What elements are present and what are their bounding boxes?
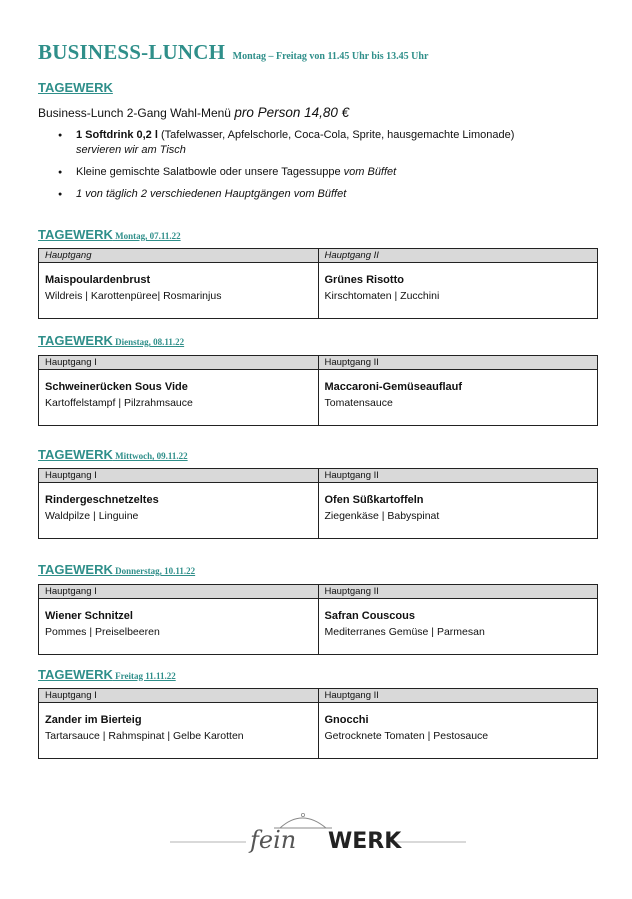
title-hours: Montag – Freitag von 11.45 Uhr bis 13.45 Uhr [232, 51, 429, 62]
list-item [58, 165, 598, 180]
main-course-note: 1 von täglich 2 verschiedenen Hauptgängen vom Büffet [76, 188, 347, 200]
day-date: Donnerstag, 10.11.22 [112, 566, 196, 576]
day-heading-thursday [38, 561, 195, 579]
day-label: TAGEWERK [38, 562, 113, 577]
col-header: Hauptgang I [39, 356, 319, 370]
col-header: Hauptgang I [39, 469, 319, 483]
table-row [39, 263, 598, 319]
offer-text: Business-Lunch 2-Gang Wahl-Menü [38, 106, 231, 120]
day-date: Freitag 11.11.22 [112, 671, 176, 681]
table-cell [39, 703, 319, 759]
day-date: Dienstag, 08.11.22 [112, 337, 185, 347]
offer-line [38, 105, 349, 120]
table-cell [318, 599, 598, 655]
drink-options: (Tafelwasser, Apfelschorle, Coca-Cola, Sprite, hausgemachte Limonade) [157, 129, 515, 141]
dish-name: Zander im Bierteig [45, 714, 142, 726]
menu-table-monday [38, 248, 598, 319]
table-cell [39, 263, 319, 319]
dish-sides: Tartarsauce | Rahmspinat | Gelbe Karotten [45, 730, 244, 742]
dish-name: Schweinerücken Sous Vide [45, 381, 188, 393]
day-heading-friday [38, 666, 176, 684]
col-header: Hauptgang II [318, 689, 598, 703]
day-heading-monday [38, 226, 181, 244]
dish-name: Wiener Schnitzel [45, 610, 133, 622]
dish-name: Maispoulardenbrust [45, 274, 151, 286]
cloche-knob [301, 813, 304, 816]
dish-sides: Pommes | Preiselbeeren [45, 626, 160, 638]
col-header: Hauptgang II [318, 356, 598, 370]
feinwerk-logo [170, 806, 466, 856]
day-heading-wednesday [38, 446, 188, 464]
day-date: Mittwoch, 09.11.22 [112, 451, 188, 461]
page-title [38, 40, 428, 65]
table-cell [39, 599, 319, 655]
logo-block-text: WERK [328, 829, 402, 854]
table-cell [318, 483, 598, 539]
section-heading: TAGEWERK [38, 80, 113, 95]
table-cell [318, 263, 598, 319]
menu-table-friday [38, 688, 598, 759]
table-cell [318, 703, 598, 759]
dish-sides: Wildreis | Karottenpüree| Rosmarinjus [45, 290, 222, 302]
dish-name: Safran Couscous [324, 610, 415, 622]
table-row [39, 703, 598, 759]
dish-sides: Tomatensauce [324, 397, 393, 409]
dish-name: Ofen Süßkartoffeln [324, 494, 424, 506]
offer-price: pro Person 14,80 € [234, 105, 350, 120]
dish-name: Maccaroni-Gemüseauflauf [324, 381, 463, 393]
col-header: Hauptgang [39, 249, 319, 263]
dish-sides: Waldpilze | Linguine [45, 510, 139, 522]
table-cell [318, 370, 598, 426]
list-item [58, 128, 598, 158]
col-header: Hauptgang I [39, 689, 319, 703]
table-row [39, 599, 598, 655]
col-header: Hauptgang I [39, 585, 319, 599]
dish-sides: Getrocknete Tomaten | Pestosauce [324, 730, 489, 742]
salad-note: vom Büffet [343, 166, 397, 178]
dish-name: Gnocchi [324, 714, 369, 726]
day-label: TAGEWERK [38, 227, 113, 242]
dish-sides: Ziegenkäse | Babyspinat [324, 510, 440, 522]
dish-sides: Kirschtomaten | Zucchini [324, 290, 440, 302]
day-heading-tuesday [38, 332, 184, 350]
logo-script-text: fein [250, 826, 297, 854]
day-label: TAGEWERK [38, 333, 113, 348]
menu-table-thursday [38, 584, 598, 655]
drink-bold: 1 Softdrink 0,2 l [76, 129, 158, 141]
day-label: TAGEWERK [38, 667, 113, 682]
dish-sides: Kartoffelstampf | Pilzrahmsauce [45, 397, 193, 409]
table-cell [39, 370, 319, 426]
salad-text: Kleine gemischte Salatbowle oder unsere Tagessuppe [76, 166, 344, 178]
col-header: Hauptgang II [318, 469, 598, 483]
col-header: Hauptgang II [318, 585, 598, 599]
day-date: Montag, 07.11.22 [112, 231, 181, 241]
table-row [39, 370, 598, 426]
table-row [39, 483, 598, 539]
dish-name: Grünes Risotto [324, 274, 404, 286]
dish-name: Rindergeschnetzeltes [45, 494, 159, 506]
menu-table-wednesday [38, 468, 598, 539]
col-header: Hauptgang II [318, 249, 598, 263]
included-list [58, 128, 598, 209]
drink-note: servieren wir am Tisch [76, 144, 186, 156]
title-main: BUSINESS-LUNCH [38, 40, 226, 64]
list-item [58, 187, 598, 202]
table-cell [39, 483, 319, 539]
day-label: TAGEWERK [38, 447, 113, 462]
dish-sides: Mediterranes Gemüse | Parmesan [324, 626, 485, 638]
menu-table-tuesday [38, 355, 598, 426]
